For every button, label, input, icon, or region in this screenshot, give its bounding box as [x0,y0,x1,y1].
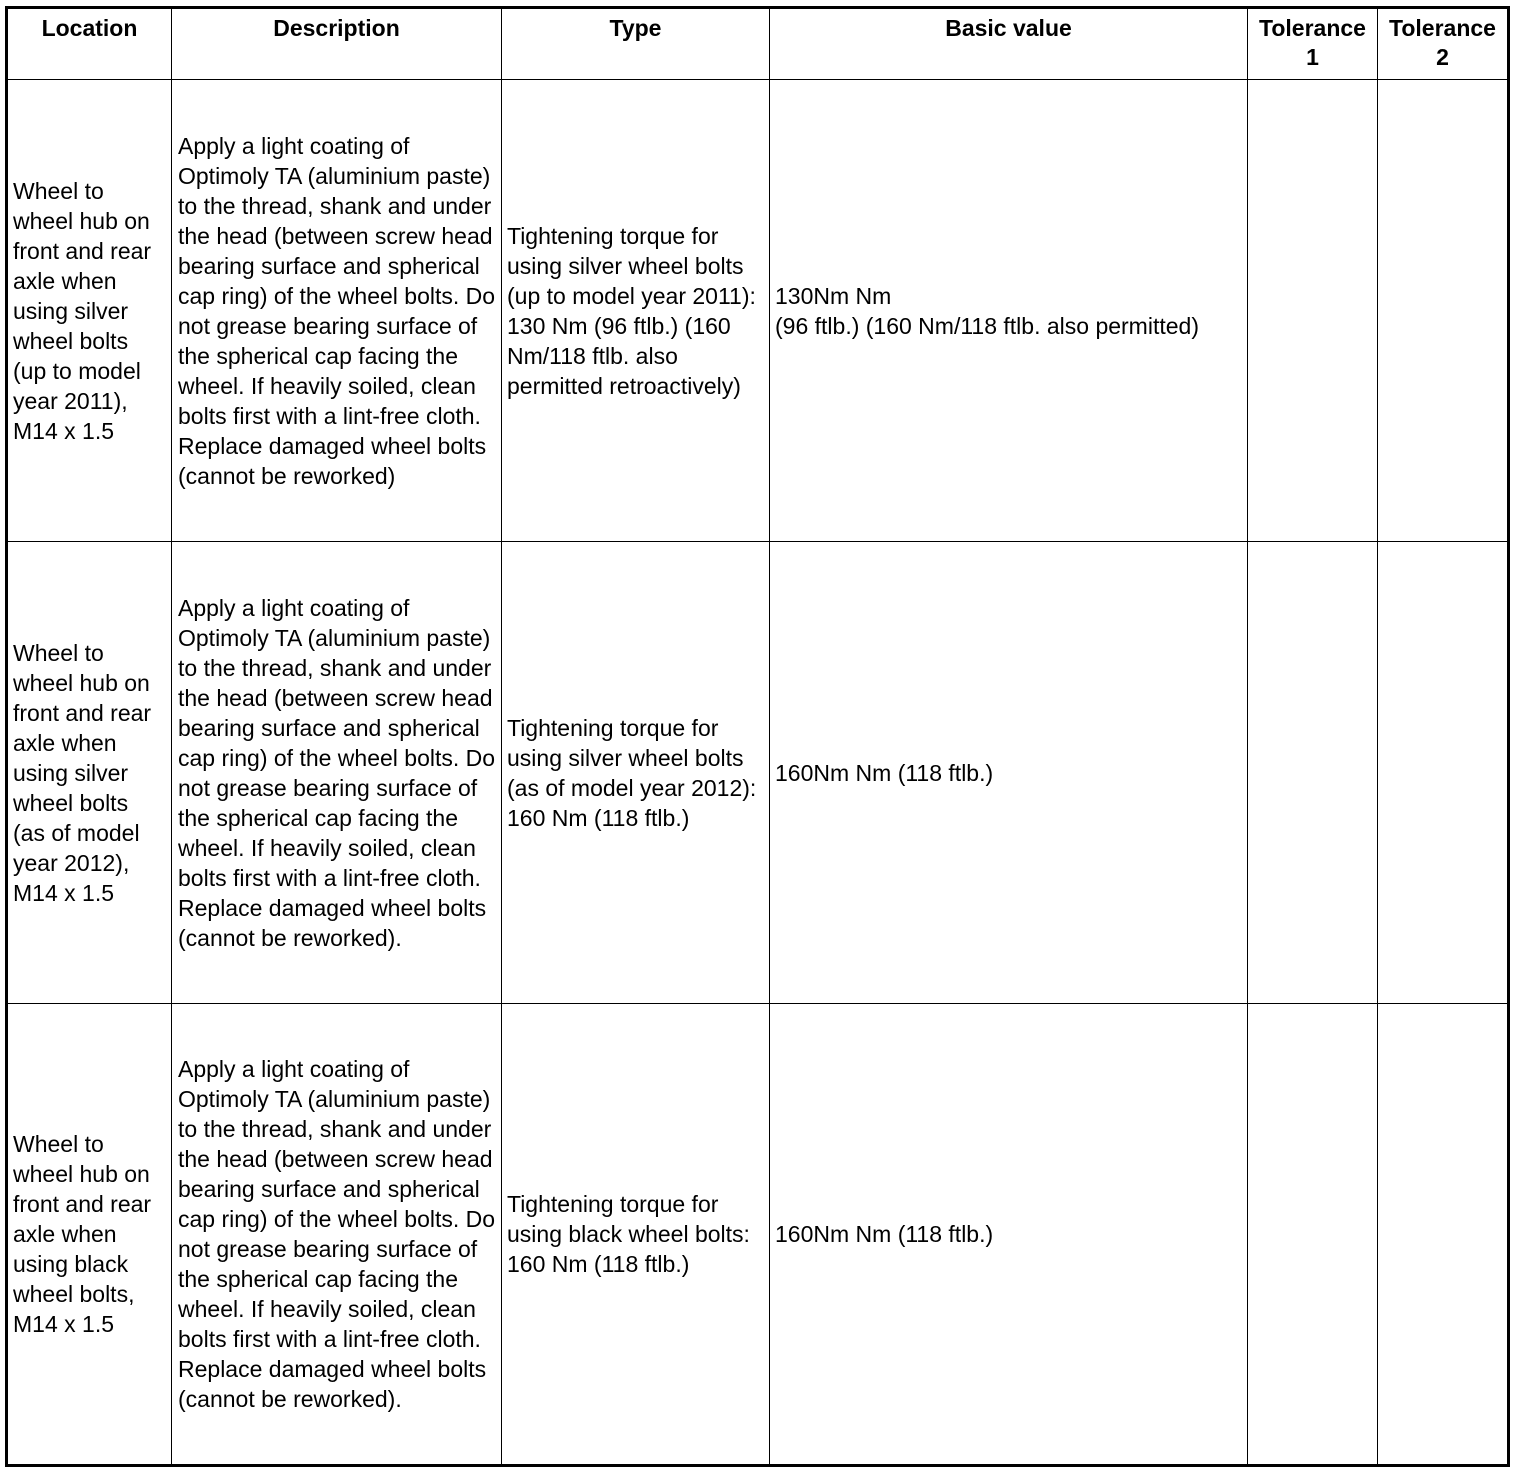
description-cell: Apply a light coating of Optimoly TA (aluminium paste) to the thread, shank and under the head (between screw head bearing surface and spherical cap ring) of the wheel bolts. Do not grease bearing surface of the spherical cap facing the wheel. If heavily soiled, clean bolts first with a lint-free cloth. Replace damaged wheel bolts (cannot be reworked). [172,542,502,1004]
tolerance-1-cell [1248,1004,1378,1466]
header-tolerance-2: Tolerance 2 [1378,8,1509,80]
tolerance-1-cell [1248,80,1378,542]
basic-value-cell [770,1004,1248,1466]
header-row [7,8,1509,80]
tolerance-2-cell [1378,80,1509,542]
basic-value-cell [770,80,1248,542]
type-cell: Tightening torque for using silver wheel bolts (up to model year 2011): 130 Nm (96 ftlb.) (160 Nm/118 ftlb. also permitted retroactively) [502,80,770,542]
basic-value-note: (96 ftlb.) (160 Nm/118 ftlb. also permitted) [775,312,1199,339]
location-cell: Wheel to wheel hub on front and rear axle when using silver wheel bolts (as of model year 2012), M14 x 1.5 [7,542,172,1004]
table-row [7,1004,1509,1466]
location-cell: Wheel to wheel hub on front and rear axle when using black wheel bolts, M14 x 1.5 [7,1004,172,1466]
header-location: Location [7,8,172,80]
tolerance-1-cell [1248,542,1378,1004]
basic-value-cell [770,542,1248,1004]
type-cell: Tightening torque for using black wheel bolts: 160 Nm (118 ftlb.) [502,1004,770,1466]
header-type: Type [502,8,770,80]
basic-value-line: 130Nm Nm [775,282,892,309]
basic-value-line: 160Nm Nm (118 ftlb.) [775,759,994,786]
header-basic-value: Basic value [770,8,1248,80]
description-cell: Apply a light coating of Optimoly TA (aluminium paste) to the thread, shank and under the head (between screw head bearing surface and spherical cap ring) of the wheel bolts. Do not grease bearing surface of the spherical cap facing the wheel. If heavily soiled, clean bolts first with a lint-free cloth. Replace damaged wheel bolts (cannot be reworked) [172,80,502,542]
tolerance-2-cell [1378,1004,1509,1466]
description-cell: Apply a light coating of Optimoly TA (aluminium paste) to the thread, shank and under the head (between screw head bearing surface and spherical cap ring) of the wheel bolts. Do not grease bearing surface of the spherical cap facing the wheel. If heavily soiled, clean bolts first with a lint-free cloth. Replace damaged wheel bolts (cannot be reworked). [172,1004,502,1466]
location-cell: Wheel to wheel hub on front and rear axle when using silver wheel bolts (up to model year 2011), M14 x 1.5 [7,80,172,542]
type-cell: Tightening torque for using silver wheel bolts (as of model year 2012): 160 Nm (118 ftlb.) [502,542,770,1004]
basic-value-line: 160Nm Nm (118 ftlb.) [775,1221,994,1247]
torque-spec-table [5,6,1510,1467]
table-row [7,80,1509,542]
tolerance-2-cell [1378,542,1509,1004]
header-tolerance-1: Tolerance 1 [1248,8,1378,80]
table-row [7,542,1509,1004]
header-description: Description [172,8,502,80]
